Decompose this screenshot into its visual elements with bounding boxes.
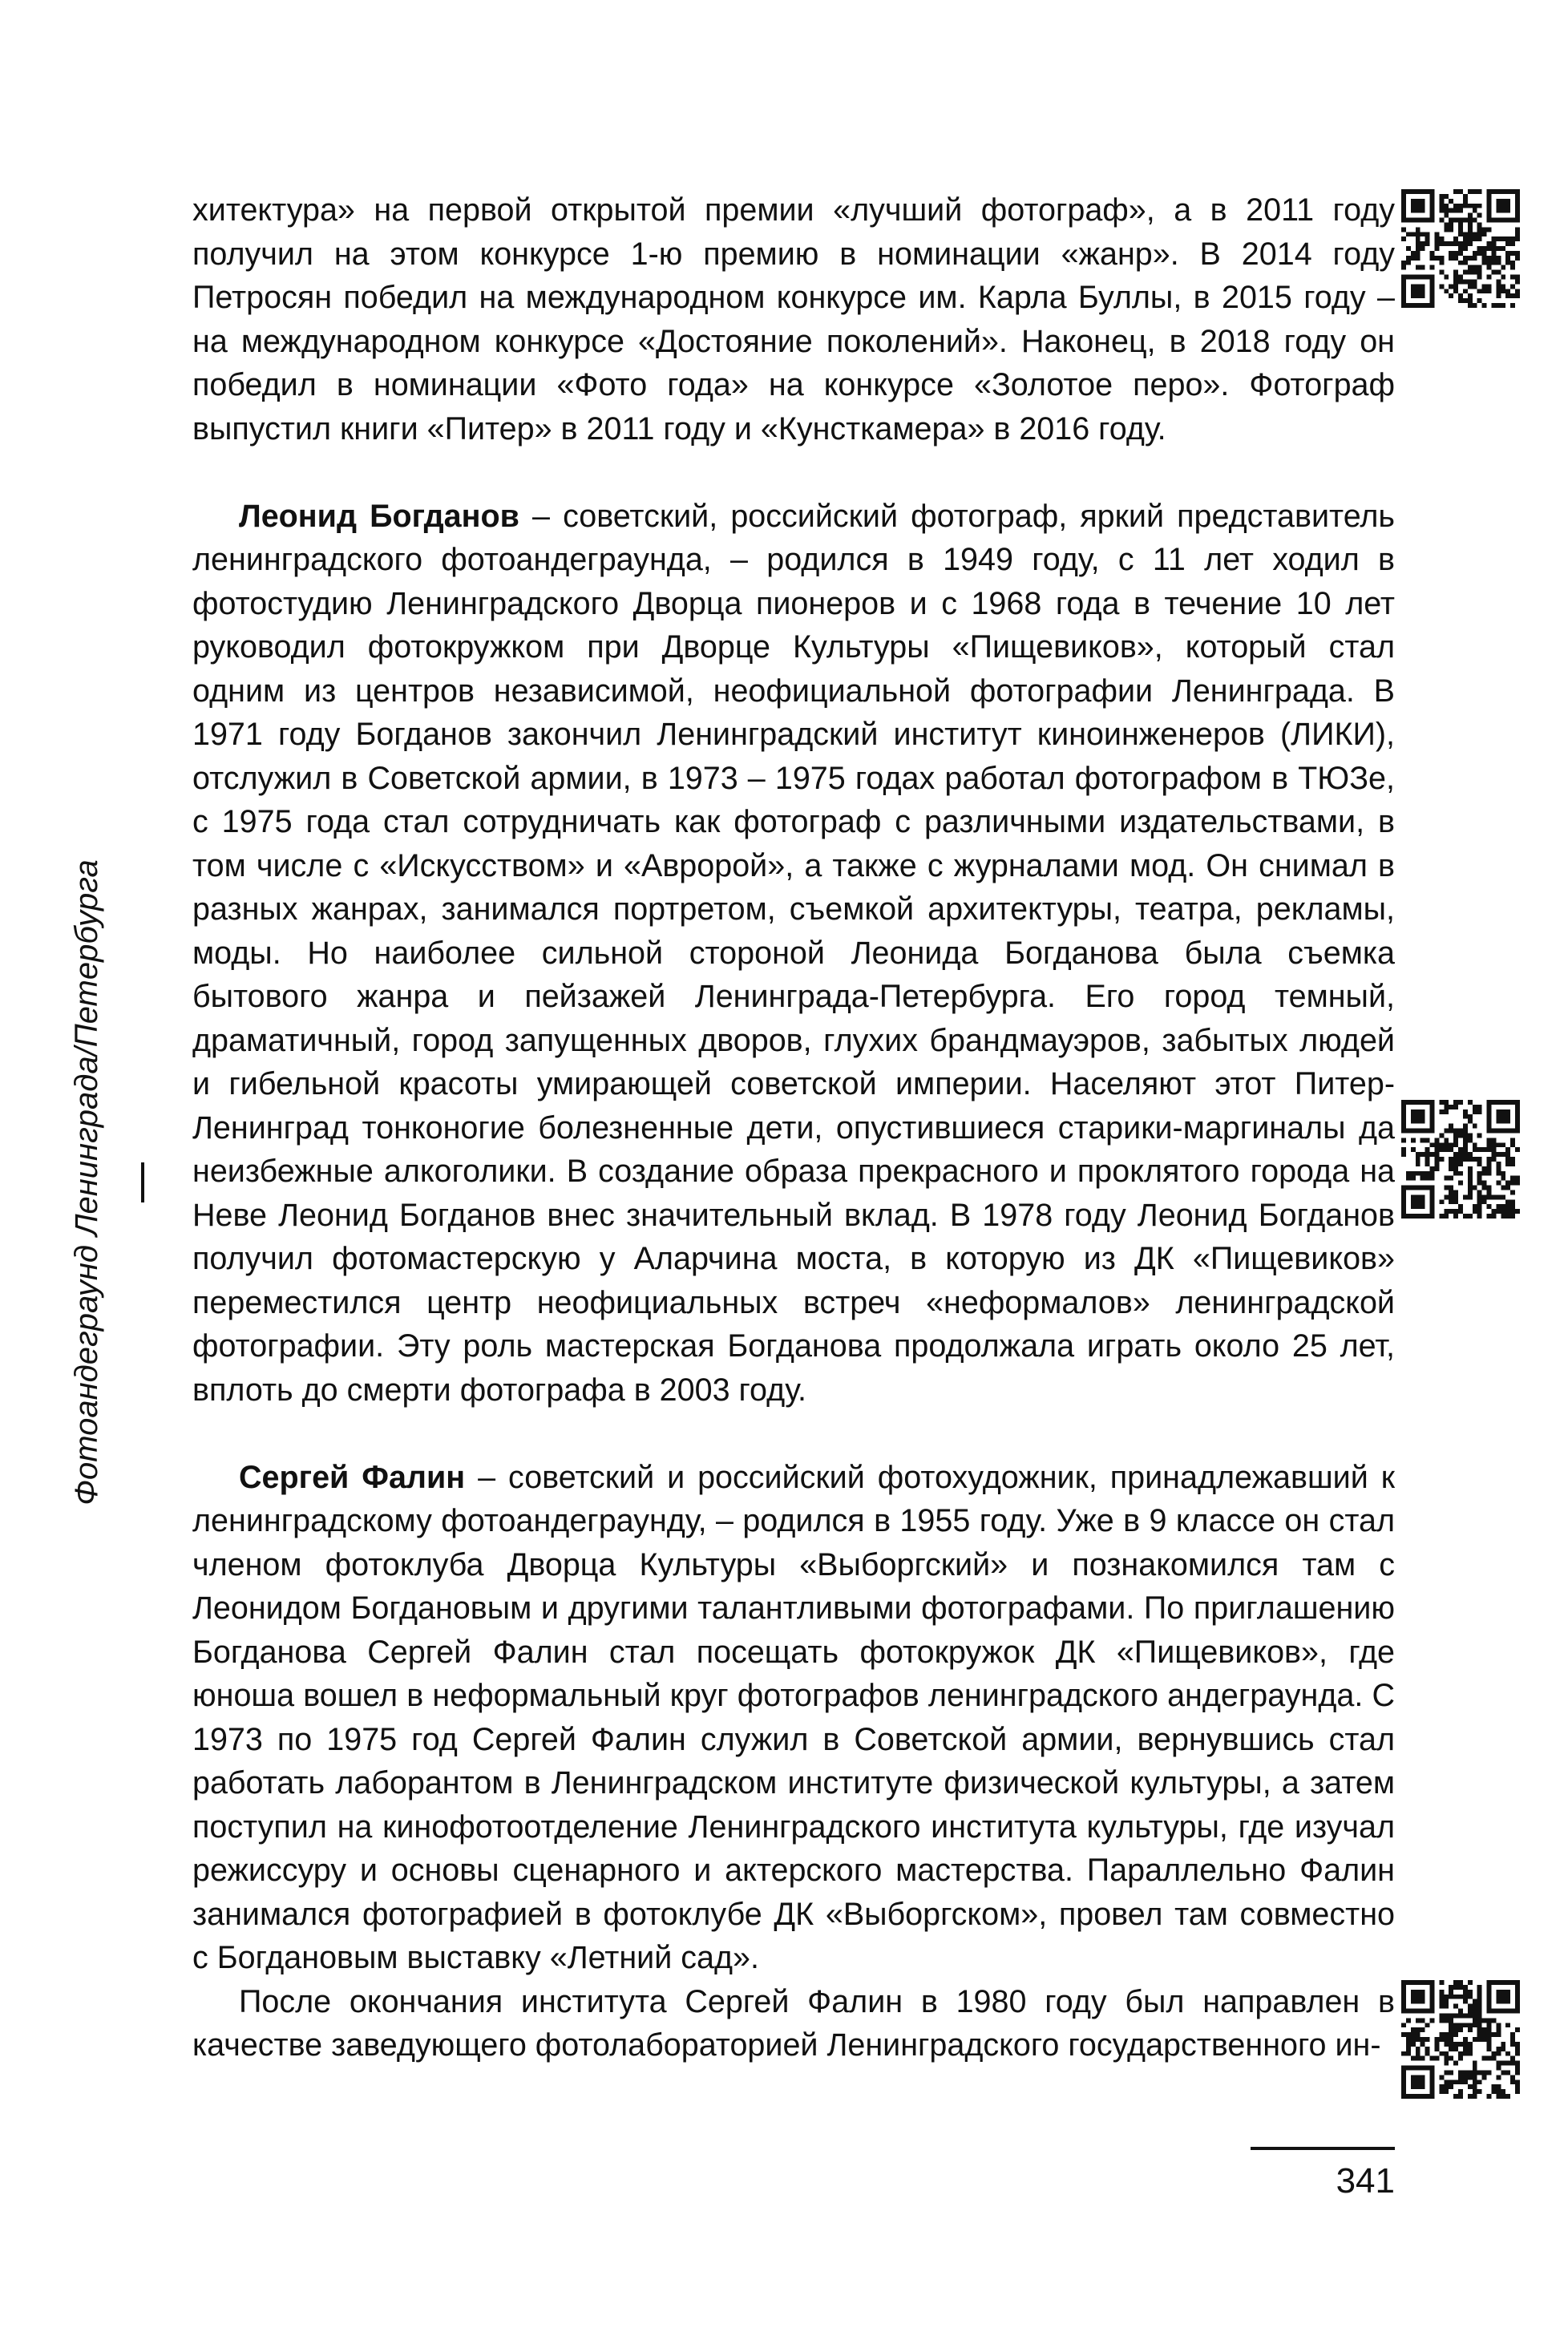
paragraph-text: – советский, российский фотограф, яркий представитель ленинградского фотоандеграунда, – родился в 1949 году, с 11 лет ходил в фотостудию Ленинградского Дворца пионеров и с 1968 года в течение 10 лет руководил фотокружком при Дворце Культуры «Пищевиков», который стал одним из центров независимой, неофициальной фотографии Ленинграда. В 1971 году Богданов закончил Ленинградский институт киноинженеров (ЛИКИ), отслужил в Советской армии, в 1973 – 1975 годах работал фотографом в ТЮЗе, с 1975 года стал сотрудничать как фотограф с различными издательствами, в том числе с «Искусством» и «Авророй», а также с журналами мод. Он снимал в разных жанрах, занимался портретом, съемкой архитектуры, театра, рекламы, моды. Но наиболее сильной стороной Леонида Богданова была съемка бытового жанра и пейзажей Ленинграда-Петербурга. Его город темный, драматичный, город запущенных дворов, глухих брандмауэров, забытых людей и гибельной красоты умирающей советской империи. Населяют этот Питер-Ленинград тонконогие болезненные дети, опустившиеся старики-маргиналы да неизбежные алкоголики. В создание образа прекрасного и проклятого города на Неве Леонид Богданов внес значительный вклад. В 1978 году Леонид Богданов получил фотомастерскую у Аларчина моста, в которую из ДК «Пищевиков» переместился центр неофициальных встреч «неформалов» ленинградской фотографии. Эту роль мастерская Богданова продолжала играть около 25 лет, вплоть до смерти фотографа в 2003 году. [192,498,1395,1408]
qr-code-icon[interactable] [1401,1100,1520,1219]
running-title: Фотоандеграунд Ленинграда/Петербурга [69,859,104,1506]
qr-code-icon[interactable] [1401,1980,1520,2099]
paragraph-falin-continued [192,1980,1395,2067]
paragraph-text: – советский и российский фотохудожник, принадлежавший к ленинградскому фотоандеграунду, – родился в 1955 году. Уже в 9 классе он стал членом фотоклуба Дворца Культуры «Выборгский» и познакомился там с Леонидом Богдановым и другими талантливыми фотографами. По приглашению Богданова Сергей Фалин стал посещать фотокружок ДК «Пищевиков», где юноша вошел в неформальный круг фотографов ленинградского андеграунда. С 1973 по 1975 год Сергей Фалин служил в Советской армии, вернувшись стал работать лаборантом в Ленинградском институте физической культуры, а затем поступил на кинофотоотделение Ленинградского института культуры, где изучал режиссуру и основы сценарного и актерского мастерства. Параллельно Фалин занимался фотографией в фотоклубе ДК «Выборгском», провел там совместно с Богдановым выставку «Летний сад». [192,1459,1395,1975]
paragraph-text: После окончания института Сергей Фалин в 1980 году был направлен в качестве заведующего фотолабораторией Ленинградского государственного ин- [192,1983,1395,2063]
main-text [192,188,1395,2067]
page-number: 341 [1336,2161,1395,2201]
paragraph-falin [192,1456,1395,1980]
paragraph-text: хитектура» на первой открытой премии «лучший фотограф», а в 2011 году получил на этом конкурсе 1-ю премию в номинации «жанр». В 2014 году Петросян победил на международном конкурсе им. Карла Буллы, в 2015 году – на международном конкурсе «Достояние поколений». Наконец, в 2018 году он победил в номинации «Фото года» на конкурсе «Золотое перо». Фотограф выпустил книги «Питер» в 2011 году и «Кунсткамера» в 2016 году. [192,192,1395,447]
running-title-divider [141,1162,144,1202]
person-name: Леонид Богданов [239,498,519,534]
page-number-rule [1251,2147,1395,2150]
paragraph-continuation [192,188,1395,451]
paragraph-bogdanov [192,495,1395,1413]
person-name: Сергей Фалин [239,1459,466,1495]
qr-code-icon[interactable] [1401,189,1520,308]
